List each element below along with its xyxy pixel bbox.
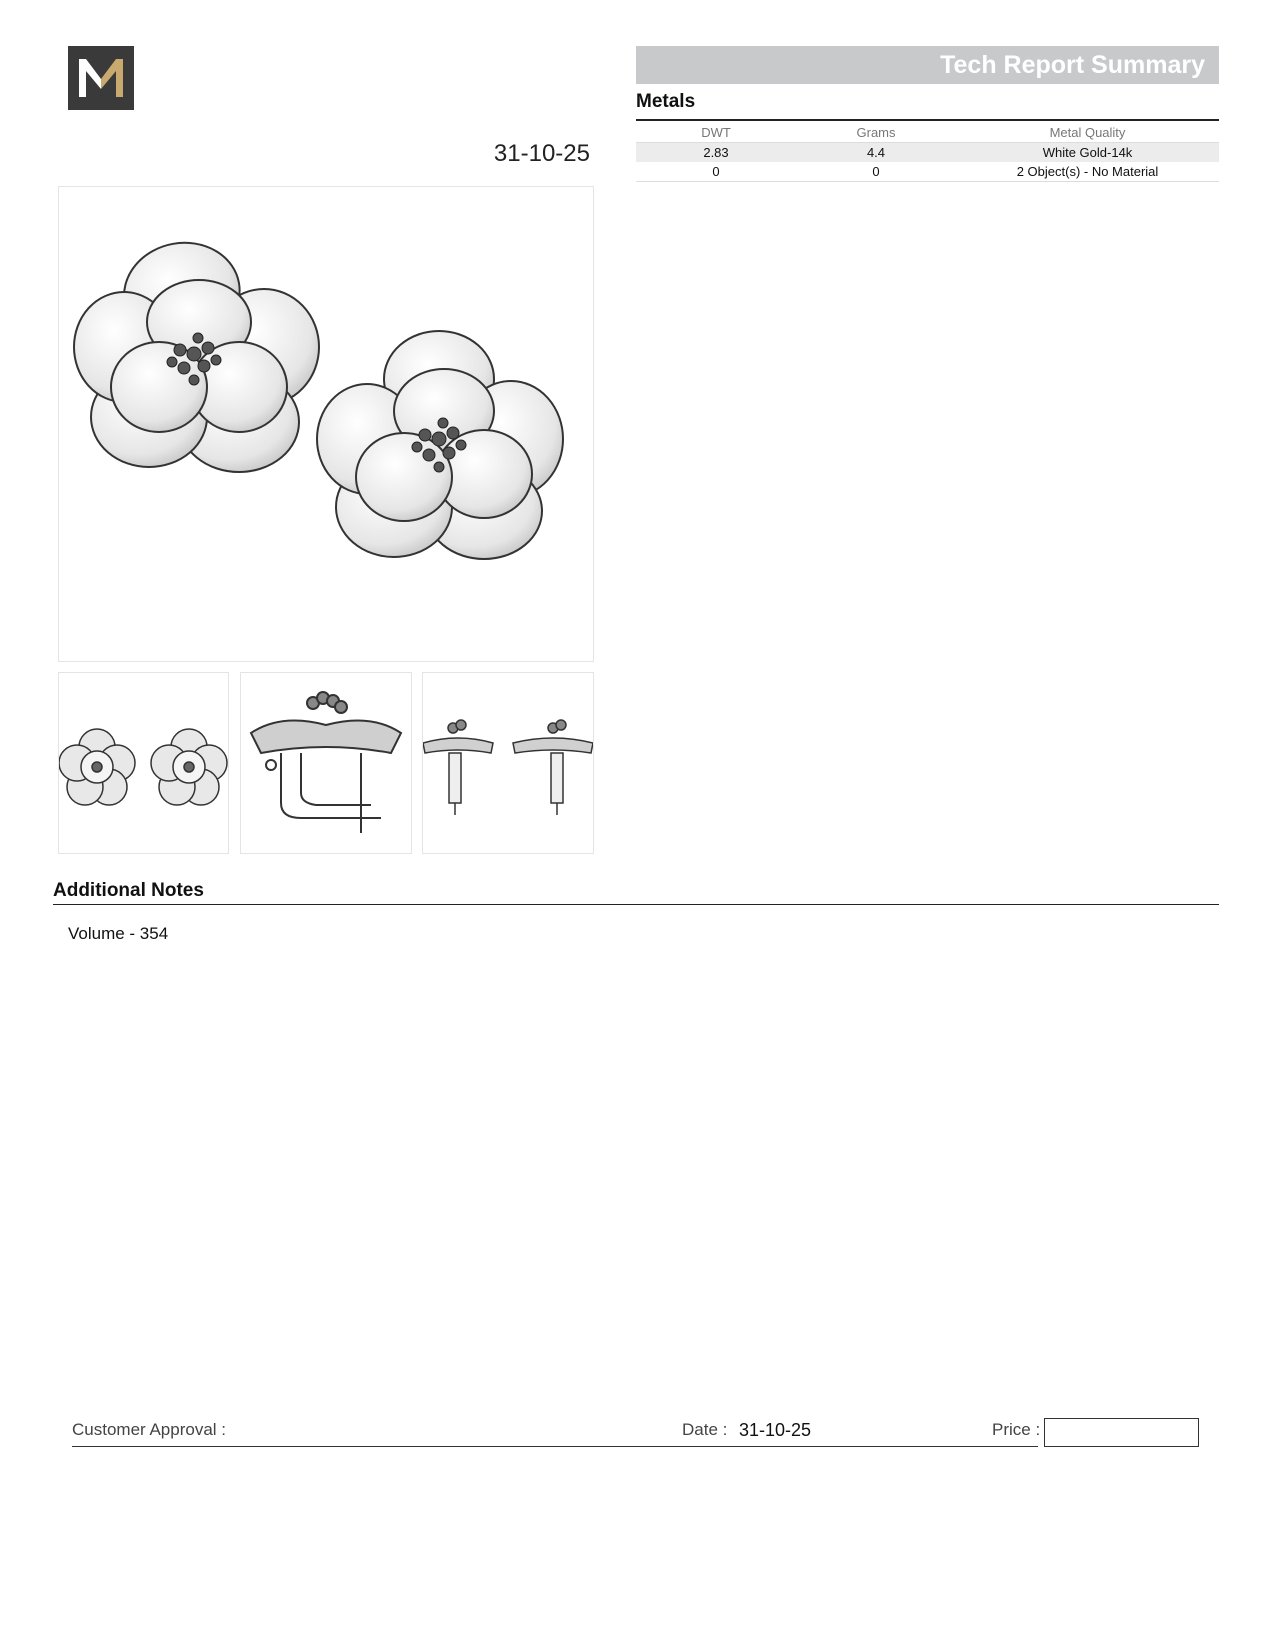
cell-dwt: 0 [636,162,796,182]
notes-text: Volume - 354 [68,924,169,943]
metals-divider [636,119,1219,121]
customer-approval-label: Customer Approval : [72,1420,227,1439]
cell-grams: 0 [796,162,956,182]
approval-signature-line[interactable] [72,1446,1038,1447]
report-title-banner: Tech Report Summary [636,46,1219,84]
col-header-metal-quality: Metal Quality [1049,124,1126,140]
report-date: 31-10-25 [493,140,590,167]
thumbnail-side-view [240,672,412,854]
flower-profile-views-render [423,673,593,853]
notes-divider [53,904,1219,905]
flower-earrings-render [59,187,593,661]
col-header-grams: Grams [856,124,896,140]
logo-m-mark [76,57,126,99]
table-row [636,162,1219,182]
approval-date-value: 31-10-25 [739,1420,812,1440]
metals-table [636,122,1219,182]
thumbnail-front-view [58,672,229,854]
table-row [636,143,1219,163]
price-label: Price : [992,1420,1041,1439]
metals-section-title: Metals [636,91,696,112]
cell-grams: 4.4 [796,143,956,163]
cell-metal-quality: White Gold-14k [956,143,1219,163]
company-logo [68,46,134,110]
cell-dwt: 2.83 [636,143,796,163]
flower-front-view-render [59,673,228,853]
col-header-dwt: DWT [701,124,731,140]
metals-header-row [636,122,1219,143]
thumbnail-profile-views [422,672,594,854]
cell-metal-quality: 2 Object(s) - No Material [956,162,1219,182]
flower-side-view-render [241,673,411,853]
price-field[interactable] [1044,1418,1199,1447]
approval-date-label: Date : [682,1420,728,1439]
main-product-image [58,186,594,662]
notes-section-title: Additional Notes [53,880,204,901]
